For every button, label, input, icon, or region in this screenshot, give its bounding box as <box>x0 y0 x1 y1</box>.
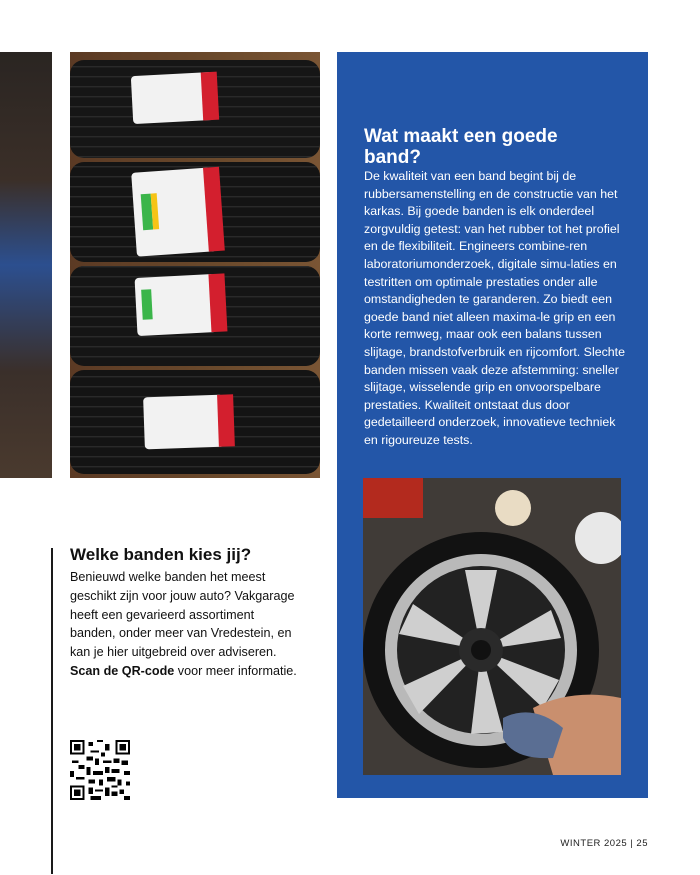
wheel-photo <box>363 478 621 775</box>
left-heading: Welke banden kies jij? <box>70 545 252 564</box>
tire-1 <box>70 60 320 158</box>
page-footer <box>520 838 648 849</box>
footer-separator: | <box>630 838 634 849</box>
edge-photo <box>0 52 52 478</box>
qr-code[interactable] <box>70 740 130 800</box>
tire-4 <box>70 370 320 474</box>
panel-heading: Wat maakt een goede band? <box>364 126 558 168</box>
tire-stack-photo <box>70 52 320 478</box>
panel-body: De kwaliteit van een band begint bij de rubbersamenstelling en de constructie van het karkas. Bij goede banden is elk onderdeel zorgvuldig getest: van het rubber tot het profiel en de flexibiliteit. Engineers combine-ren laboratoriumonderzoek, digitale simu-laties en testritten om optimale prestaties onder alle omstandigheden te garanderen. Zo biedt een goede band niet alleen maxima-le grip en een korte remweg, maar ook een balans tussen slijtage, brandstofverbruik en rijcomfort. Slechte banden missen vaak deze afstemming: sneller slijtage, wisselende grip en onvoorspelbare prestaties. Kwaliteit ontstaat dus door gedetailleerd onderzoek, innovatieve techniek en rigoureuze tests. <box>364 169 626 447</box>
tire-3 <box>70 266 320 366</box>
left-body <box>70 568 300 681</box>
tire-2 <box>70 162 320 262</box>
left-body-end: voor meer informatie. <box>177 663 297 678</box>
page-number: 25 <box>636 838 648 849</box>
left-rule <box>51 548 53 874</box>
issue-label: WINTER 2025 <box>560 838 628 849</box>
qr-call-to-action: Scan de QR-code <box>70 663 175 678</box>
left-body-text: Benieuwd welke banden het meest geschikt zijn voor jouw auto? Vakgarage heeft een gevarieerd assortiment banden, onder meer van Vredestein, en kan je hier uitgebreid over adviseren. <box>70 570 295 660</box>
